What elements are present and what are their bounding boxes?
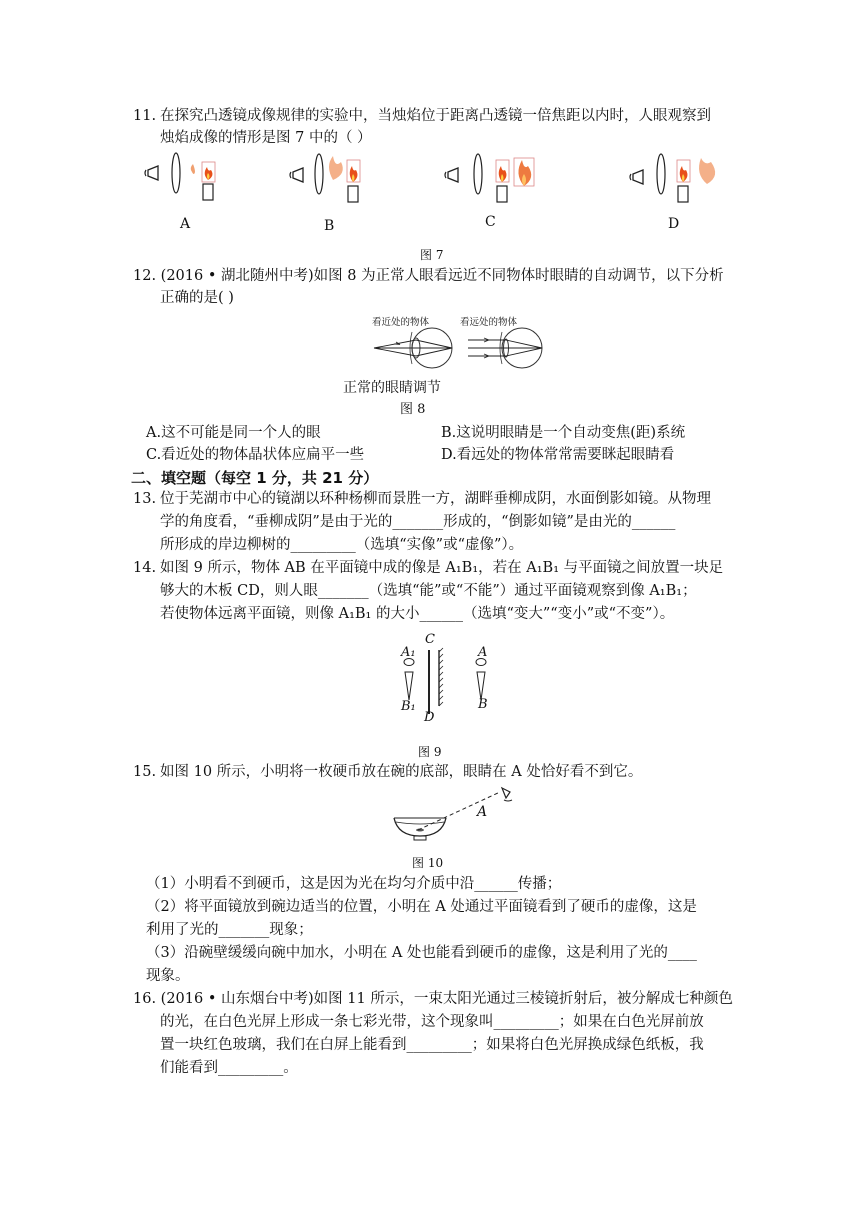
- q11-number: 11.: [133, 108, 157, 124]
- q12-text-line1: 12. (2016 • 湖北随州中考)如图 8 为正常人眼看远近不同物体时眼睛的自动调节，以下分析: [133, 268, 724, 284]
- q14-text-line3: 若使物体远离平面镜，则像 A₁B₁ 的大小______（选填“变大”“变小”或“不变”）。: [160, 606, 675, 622]
- figure7-label-d: D: [668, 216, 680, 232]
- section-heading-fill-in: 二、填空题（每空 1 分，共 21 分）: [131, 469, 379, 487]
- figure7-caption: 图 7: [420, 248, 444, 262]
- figure9-label-d: D: [424, 710, 435, 725]
- figure9-label-b1: B₁: [401, 699, 416, 714]
- figure8-label-near: 看近处的物体: [372, 317, 430, 328]
- q16-text-line4: 们能看到_________。: [160, 1060, 298, 1076]
- figure10-bowl-diagram: [390, 788, 510, 844]
- figure9-label-a: A: [478, 645, 488, 660]
- figure10-label-a: A: [477, 804, 488, 820]
- figure9-label-c: C: [425, 632, 435, 647]
- q15-sub2-line1: （2）将平面镜放到碗边适当的位置，小明在 A 处通过平面镜看到了硬币的虚像，这是: [146, 899, 697, 915]
- figure7-label-c: C: [485, 214, 496, 230]
- q12-text-line2: 正确的是( ): [160, 290, 234, 306]
- figure9-label-a1: A₁: [401, 645, 416, 660]
- figure8-label-far: 看远处的物体: [460, 317, 518, 328]
- q14-text-line1: 如图 9 所示，物体 AB 在平面镜中成的像是 A₁B₁，若在 A₁B₁ 与平面镜之间放置一块足: [160, 560, 724, 576]
- q15-number: 15.: [133, 764, 157, 780]
- figure10-caption: 图 10: [412, 856, 444, 870]
- q13-text-line2: 学的角度看，“垂柳成阴”是由于光的_______形成的，“倒影如镜”是由光的______: [160, 514, 676, 530]
- figure9-caption: 图 9: [418, 745, 442, 759]
- figure7-option-c: [440, 148, 540, 210]
- q15-text-line1: 如图 10 所示，小明将一枚硬币放在碗的底部，眼睛在 A 处恰好看不到它。: [160, 764, 643, 780]
- q16-text-line2: 的光，在白色光屏上形成一条七彩光带，这个现象叫_________；如果在白色光屏前放: [160, 1014, 704, 1030]
- q13-number: 13.: [133, 491, 157, 507]
- figure7-option-b: [285, 150, 375, 210]
- q11-text-line1: 在探究凸透镜成像规律的实验中，当烛焰位于距离凸透镜一倍焦距以内时，人眼观察到: [160, 108, 711, 124]
- q13-text-line1: 位于芜湖市中心的镜湖以环种杨柳而景胜一方，湖畔垂柳成阴，水面倒影如镜。从物理: [160, 491, 711, 507]
- q14-number: 14.: [133, 560, 157, 576]
- figure7-option-d: [625, 150, 725, 210]
- figure8-caption: 图 8: [400, 402, 426, 417]
- q15-sub1: （1）小明看不到硬币，这是因为光在均匀介质中沿______传播；: [146, 876, 562, 892]
- figure9-label-b: B: [478, 697, 488, 712]
- q15-sub2-line2: 利用了光的_______现象；: [146, 922, 313, 938]
- q13-text-line3: 所形成的岸边柳树的_________（选填“实像”或“虚像”）。: [160, 537, 524, 553]
- figure8-eye-diagram: [372, 326, 552, 370]
- figure7-label-a: A: [180, 216, 191, 232]
- q15-sub3-line1: （3）沿碗壁缓缓向碗中加水，小明在 A 处也能看到硬币的虚像，这是利用了光的____: [146, 945, 697, 961]
- q12-option-c: C.看近处的物体晶状体应扁平一些: [146, 447, 365, 463]
- q12-option-d: D.看远处的物体常常需要眯起眼睛看: [441, 447, 675, 463]
- figure7-option-a: [140, 150, 230, 210]
- q14-text-line2: 够大的木板 CD，则人眼_______（选填“能”或“不能”）通过平面镜观察到像 A₁B₁；: [160, 583, 697, 599]
- q15-sub3-line2: 现象。: [146, 968, 190, 984]
- q11-text-line2: 烛焰成像的情形是图 7 中的（ ）: [160, 130, 372, 146]
- q16-text-line1: 16. (2016 • 山东烟台中考)如图 11 所示，一束太阳光通过三棱镜折射后，被分解成七种颜色: [133, 991, 733, 1007]
- q12-option-b: B.这说明眼睛是一个自动变焦(距)系统: [441, 425, 686, 441]
- figure7-label-b: B: [324, 218, 335, 234]
- q16-text-line3: 置一块红色玻璃，我们在白屏上能看到_________；如果将白色光屏换成绿色纸板，我: [160, 1037, 704, 1053]
- q12-option-a: A.这不可能是同一个人的眼: [146, 425, 321, 441]
- figure8-title: 正常的眼睛调节: [343, 380, 441, 396]
